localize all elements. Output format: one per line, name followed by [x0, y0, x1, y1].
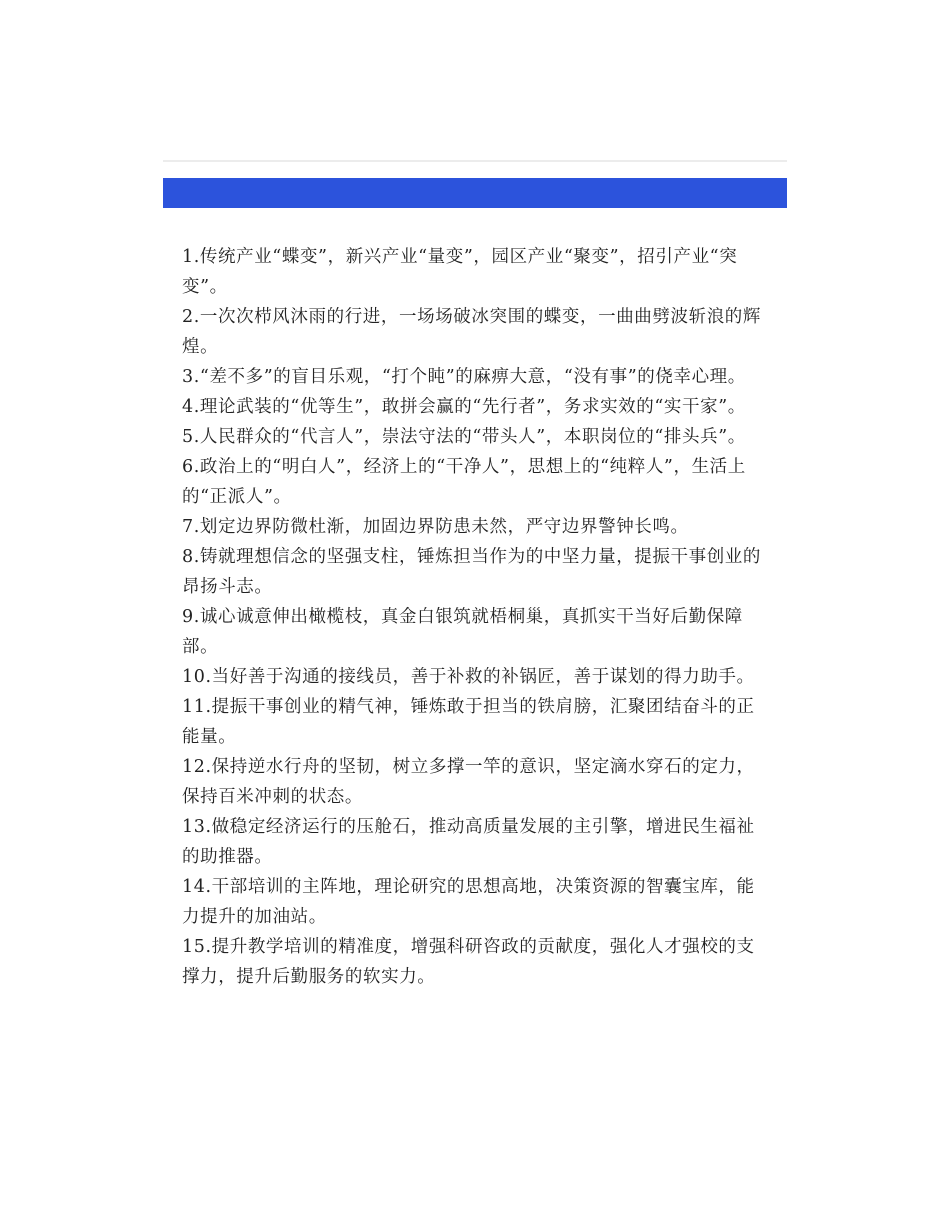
- phrase-list: [182, 242, 772, 992]
- list-item: 11.提振干事创业的精气神，锤炼敢于担当的铁肩膀，汇聚团结奋斗的正能量。: [182, 697, 755, 747]
- list-item: 5.人民群众的“代言人”，崇法守法的“带头人”，本职岗位的“排头兵”。: [182, 427, 746, 447]
- list-item: 15.提升教学培训的精准度，增强科研咨政的贡献度，强化人才强校的支撑力，提升后勤服务的软实力。: [182, 937, 755, 987]
- list-item: 9.诚心诚意伸出橄榄枝，真金白银筑就梧桐巢，真抓实干当好后勤保障部。: [182, 607, 743, 657]
- list-item: 6.政治上的“明白人”，经济上的“干净人”，思想上的“纯粹人”，生活上的“正派人”。: [182, 457, 746, 507]
- header-bar: [163, 178, 787, 208]
- list-item: 2.一次次栉风沐雨的行进，一场场破冰突围的蝶变，一曲曲劈波斩浪的辉煌。: [182, 307, 761, 357]
- list-item: 7.划定边界防微杜渐，加固边界防患未然，严守边界警钟长鸣。: [182, 517, 689, 537]
- list-item: 13.做稳定经济运行的压舱石，推动高质量发展的主引擎，增进民生福祉的助推器。: [182, 817, 755, 867]
- list-item: 12.保持逆水行舟的坚韧，树立多撑一竿的意识，坚定滴水穿石的定力，保持百米冲刺的状态。: [182, 757, 755, 807]
- list-item: 1.传统产业“蝶变”，新兴产业“量变”，园区产业“聚变”，招引产业“突变”。: [182, 247, 738, 297]
- list-item: 14.干部培训的主阵地，理论研究的思想高地，决策资源的智囊宝库，能力提升的加油站。: [182, 877, 755, 927]
- top-divider: [163, 160, 787, 162]
- list-item: 8.铸就理想信念的坚强支柱，锤炼担当作为的中坚力量，提振干事创业的昂扬斗志。: [182, 547, 761, 597]
- list-item: 4.理论武装的“优等生”，敢拼会赢的“先行者”，务求实效的“实干家”。: [182, 397, 746, 417]
- list-item: 10.当好善于沟通的接线员，善于补救的补锅匠，善于谋划的得力助手。: [182, 667, 755, 687]
- list-item: 3.“差不多”的盲目乐观，“打个盹”的麻痹大意，“没有事”的侥幸心理。: [182, 367, 746, 387]
